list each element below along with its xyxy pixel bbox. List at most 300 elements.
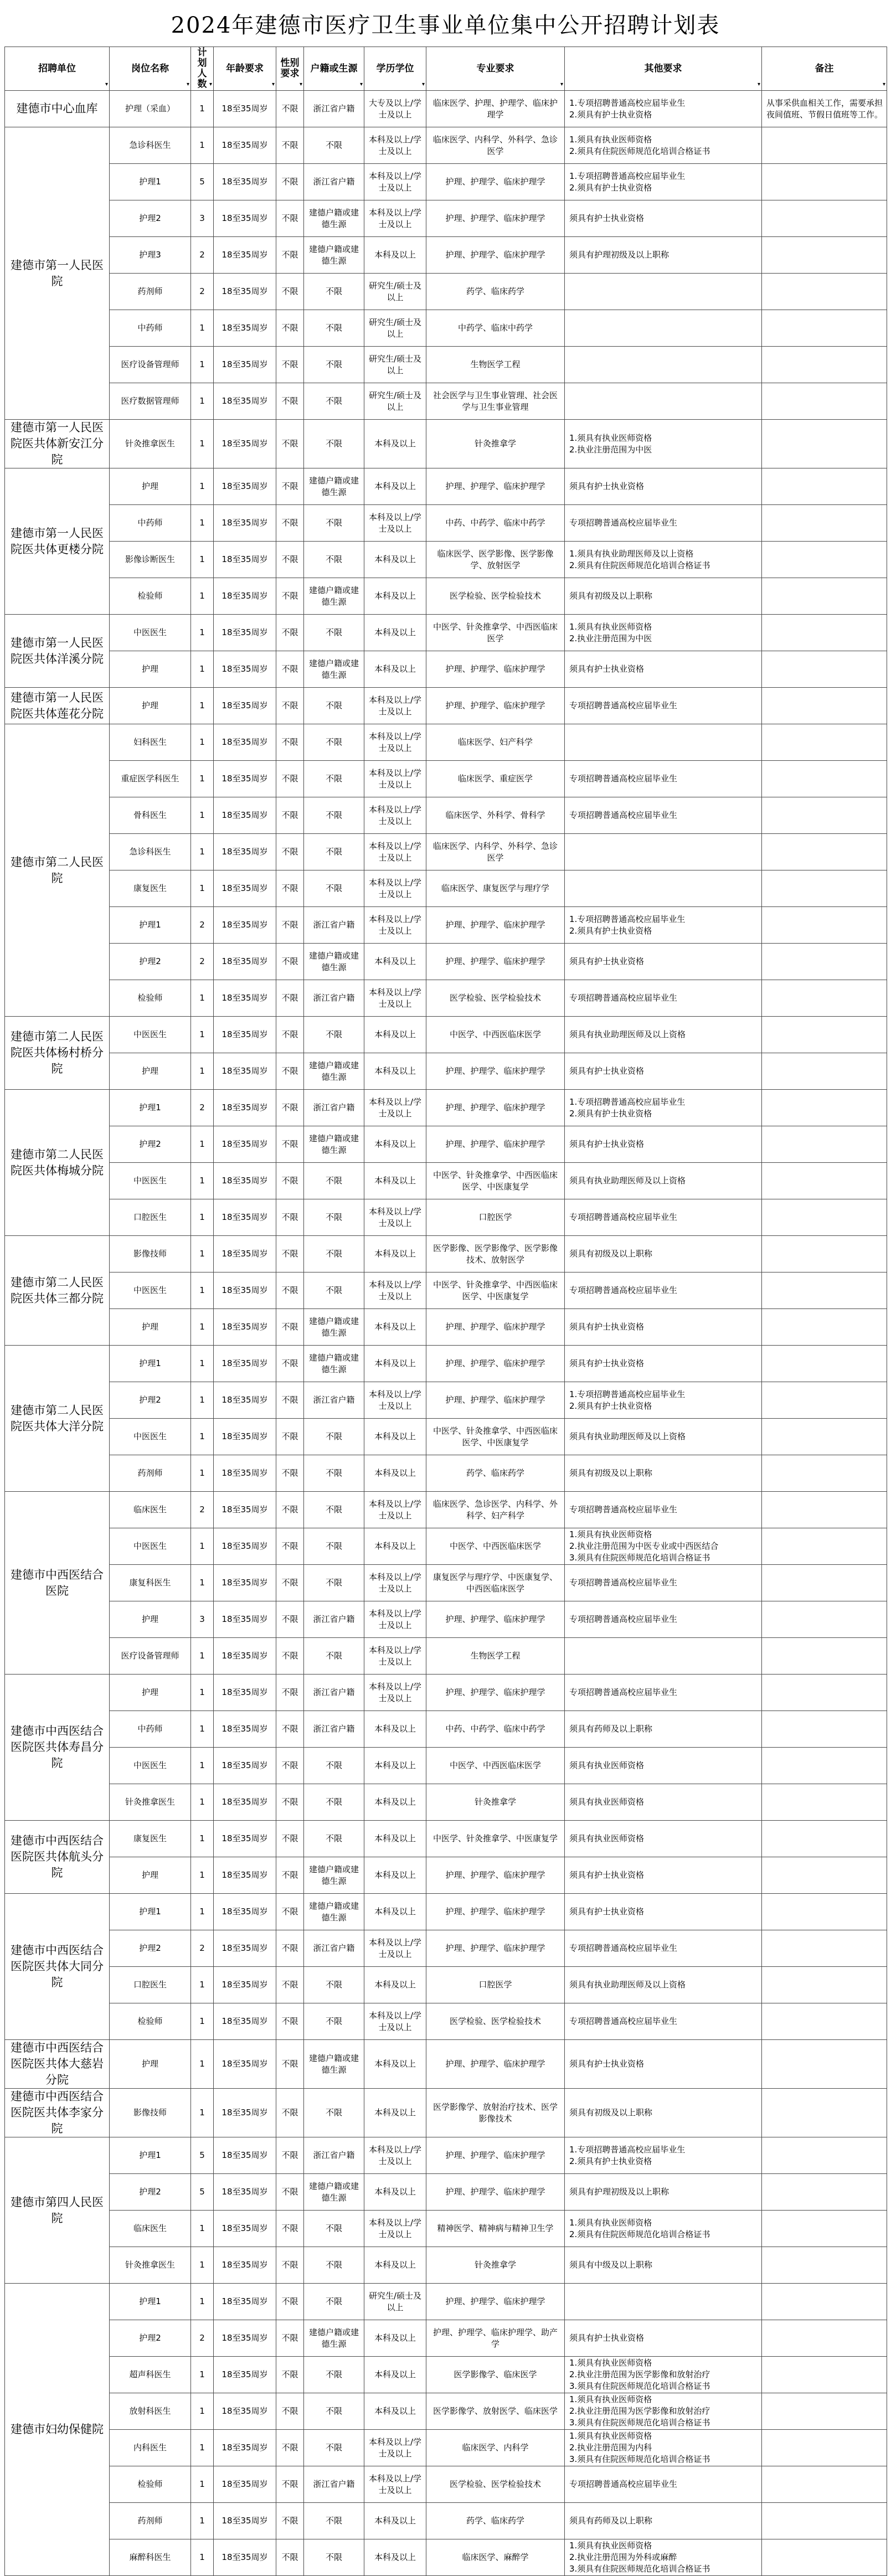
post-name-cell[interactable]: 药剂师 xyxy=(110,274,191,310)
major-cell[interactable]: 医学检验、医学检验技术 xyxy=(426,578,565,615)
education-cell[interactable]: 本科及以上 xyxy=(364,1857,426,1894)
other-requirements-cell[interactable]: 1.须具有执业医师资格 2.须具有住院医师规范化培训合格证书 xyxy=(565,127,762,164)
post-name-cell[interactable]: 中医医生 xyxy=(110,1163,191,1199)
gender-cell[interactable]: 不限 xyxy=(276,200,304,237)
filter-dropdown-icon[interactable]: ▾ xyxy=(299,81,302,87)
post-name-cell[interactable]: 急诊科医生 xyxy=(110,127,191,164)
major-cell[interactable]: 中医学、针灸推拿学、中西医临床医学、中医康复学 xyxy=(426,1419,565,1455)
major-cell[interactable]: 中医学、针灸推拿学、中医康复学 xyxy=(426,1821,565,1857)
age-cell[interactable]: 18至35周岁 xyxy=(214,200,276,237)
post-name-cell[interactable]: 护理2 xyxy=(110,944,191,980)
headcount-cell[interactable]: 1 xyxy=(191,468,214,505)
other-requirements-cell[interactable]: 专项招聘普通高校应届毕业生 xyxy=(565,797,762,834)
education-cell[interactable]: 本科及以上 xyxy=(364,2320,426,2357)
other-requirements-cell[interactable]: 1.须具有执业医师资格 2.执业注册范围为医学影像和放射治疗 3.须具有住院医师规范化培训合格证书 xyxy=(565,2357,762,2393)
major-cell[interactable]: 中医学、中西医临床医学 xyxy=(426,1748,565,1784)
remarks-cell[interactable] xyxy=(762,1236,887,1272)
major-cell[interactable]: 护理、护理学、临床护理学 xyxy=(426,1894,565,1930)
remarks-cell[interactable] xyxy=(762,1163,887,1199)
major-cell[interactable]: 护理、护理学、临床护理学、助产学 xyxy=(426,2320,565,2357)
education-cell[interactable]: 本科及以上 xyxy=(364,2503,426,2539)
headcount-cell[interactable]: 1 xyxy=(191,1711,214,1748)
hukou-cell[interactable]: 不限 xyxy=(304,870,364,907)
education-cell[interactable]: 本科及以上 xyxy=(364,1346,426,1382)
other-requirements-cell[interactable] xyxy=(565,724,762,761)
hukou-cell[interactable]: 不限 xyxy=(304,1528,364,1565)
remarks-cell[interactable] xyxy=(762,870,887,907)
headcount-cell[interactable]: 1 xyxy=(191,2211,214,2247)
education-cell[interactable]: 本科及以上/学士及以上 xyxy=(364,761,426,797)
remarks-cell[interactable] xyxy=(762,1711,887,1748)
hukou-cell[interactable]: 不限 xyxy=(304,724,364,761)
hukou-cell[interactable]: 不限 xyxy=(304,1565,364,1601)
other-requirements-cell[interactable]: 1.专项招聘普通高校应届毕业生 2.须具有护士执业资格 xyxy=(565,164,762,200)
major-cell[interactable]: 中医学、针灸推拿学、中西医临床医学 xyxy=(426,615,565,651)
post-name-cell[interactable]: 中药师 xyxy=(110,310,191,347)
column-header[interactable]: 专业要求 ▾ xyxy=(426,47,565,91)
remarks-cell[interactable] xyxy=(762,1382,887,1419)
other-requirements-cell[interactable]: 专项招聘普通高校应届毕业生 xyxy=(565,688,762,724)
gender-cell[interactable]: 不限 xyxy=(276,578,304,615)
major-cell[interactable]: 护理、护理学、临床护理学 xyxy=(426,164,565,200)
hukou-cell[interactable]: 不限 xyxy=(304,1492,364,1528)
gender-cell[interactable]: 不限 xyxy=(276,834,304,870)
gender-cell[interactable]: 不限 xyxy=(276,2211,304,2247)
gender-cell[interactable]: 不限 xyxy=(276,944,304,980)
major-cell[interactable]: 护理、护理学、临床护理学 xyxy=(426,651,565,688)
hukou-cell[interactable]: 不限 xyxy=(304,2357,364,2393)
other-requirements-cell[interactable] xyxy=(565,310,762,347)
age-cell[interactable]: 18至35周岁 xyxy=(214,1857,276,1894)
headcount-cell[interactable]: 1 xyxy=(191,870,214,907)
remarks-cell[interactable] xyxy=(762,615,887,651)
remarks-cell[interactable] xyxy=(762,1346,887,1382)
age-cell[interactable]: 18至35周岁 xyxy=(214,542,276,578)
other-requirements-cell[interactable]: 1.须具有执业医师资格 2.须具有住院医师规范化培训合格证书 xyxy=(565,2211,762,2247)
hukou-cell[interactable]: 浙江省户籍 xyxy=(304,1601,364,1638)
age-cell[interactable]: 18至35周岁 xyxy=(214,2539,276,2576)
major-cell[interactable]: 医学检验、医学检验技术 xyxy=(426,980,565,1017)
remarks-cell[interactable] xyxy=(762,2430,887,2466)
gender-cell[interactable]: 不限 xyxy=(276,1090,304,1126)
age-cell[interactable]: 18至35周岁 xyxy=(214,2320,276,2357)
other-requirements-cell[interactable]: 须具有药师及以上职称 xyxy=(565,2503,762,2539)
education-cell[interactable]: 本科及以上 xyxy=(364,1053,426,1090)
education-cell[interactable]: 本科及以上/学士及以上 xyxy=(364,1382,426,1419)
hukou-cell[interactable]: 不限 xyxy=(304,2247,364,2284)
remarks-cell[interactable] xyxy=(762,347,887,383)
post-name-cell[interactable]: 中医医生 xyxy=(110,1272,191,1309)
remarks-cell[interactable] xyxy=(762,1784,887,1821)
education-cell[interactable]: 本科及以上 xyxy=(364,1017,426,1053)
post-name-cell[interactable]: 护理 xyxy=(110,1053,191,1090)
education-cell[interactable]: 本科及以上/学士及以上 xyxy=(364,797,426,834)
education-cell[interactable]: 本科及以上/学士及以上 xyxy=(364,2137,426,2174)
hukou-cell[interactable]: 浙江省户籍 xyxy=(304,1930,364,1967)
education-cell[interactable]: 研究生/硕士及以上 xyxy=(364,274,426,310)
post-name-cell[interactable]: 中医医生 xyxy=(110,615,191,651)
other-requirements-cell[interactable]: 须具有护理初级及以上职称 xyxy=(565,237,762,274)
other-requirements-cell[interactable]: 专项招聘普通高校应届毕业生 xyxy=(565,505,762,542)
gender-cell[interactable]: 不限 xyxy=(276,2284,304,2320)
gender-cell[interactable]: 不限 xyxy=(276,1236,304,1272)
major-cell[interactable]: 临床医学、护理、护理学、临床护理学 xyxy=(426,91,565,127)
post-name-cell[interactable]: 放射科医生 xyxy=(110,2393,191,2430)
age-cell[interactable]: 18至35周岁 xyxy=(214,1346,276,1382)
gender-cell[interactable]: 不限 xyxy=(276,1017,304,1053)
headcount-cell[interactable]: 5 xyxy=(191,2137,214,2174)
filter-dropdown-icon[interactable]: ▾ xyxy=(209,81,212,87)
major-cell[interactable]: 中医学、中西医临床医学 xyxy=(426,1528,565,1565)
remarks-cell[interactable] xyxy=(762,127,887,164)
remarks-cell[interactable] xyxy=(762,1857,887,1894)
major-cell[interactable]: 临床医学、康复医学与理疗学 xyxy=(426,870,565,907)
gender-cell[interactable]: 不限 xyxy=(276,2174,304,2211)
gender-cell[interactable]: 不限 xyxy=(276,1601,304,1638)
headcount-cell[interactable]: 1 xyxy=(191,2539,214,2576)
education-cell[interactable]: 本科及以上 xyxy=(364,1236,426,1272)
hukou-cell[interactable]: 建德户籍或建德生源 xyxy=(304,200,364,237)
gender-cell[interactable]: 不限 xyxy=(276,1675,304,1711)
headcount-cell[interactable]: 1 xyxy=(191,980,214,1017)
major-cell[interactable]: 护理、护理学、临床护理学 xyxy=(426,2174,565,2211)
post-name-cell[interactable]: 医疗设备管理师 xyxy=(110,1638,191,1675)
filter-dropdown-icon[interactable]: ▾ xyxy=(882,81,885,87)
headcount-cell[interactable]: 1 xyxy=(191,1528,214,1565)
remarks-cell[interactable] xyxy=(762,200,887,237)
gender-cell[interactable]: 不限 xyxy=(276,1748,304,1784)
age-cell[interactable]: 18至35周岁 xyxy=(214,310,276,347)
post-name-cell[interactable]: 检验师 xyxy=(110,2466,191,2503)
filter-dropdown-icon[interactable]: ▾ xyxy=(105,81,108,87)
age-cell[interactable]: 18至35周岁 xyxy=(214,1638,276,1675)
unit-cell[interactable]: 建德市第一人民医院 xyxy=(5,127,110,420)
remarks-cell[interactable] xyxy=(762,2466,887,2503)
major-cell[interactable]: 精神医学、精神病与精神卫生学 xyxy=(426,2211,565,2247)
remarks-cell[interactable] xyxy=(762,237,887,274)
age-cell[interactable]: 18至35周岁 xyxy=(214,1930,276,1967)
education-cell[interactable]: 大专及以上/学士及以上 xyxy=(364,91,426,127)
hukou-cell[interactable]: 不限 xyxy=(304,2503,364,2539)
education-cell[interactable]: 本科及以上 xyxy=(364,1748,426,1784)
post-name-cell[interactable]: 检验师 xyxy=(110,2003,191,2040)
education-cell[interactable]: 研究生/硕士及以上 xyxy=(364,347,426,383)
remarks-cell[interactable] xyxy=(762,2211,887,2247)
other-requirements-cell[interactable]: 专项招聘普通高校应届毕业生 xyxy=(565,761,762,797)
major-cell[interactable]: 临床医学、重症医学 xyxy=(426,761,565,797)
remarks-cell[interactable] xyxy=(762,2174,887,2211)
other-requirements-cell[interactable]: 须具有护士执业资格 xyxy=(565,1346,762,1382)
major-cell[interactable]: 护理、护理学、临床护理学 xyxy=(426,1930,565,1967)
major-cell[interactable]: 护理、护理学、临床护理学 xyxy=(426,2040,565,2089)
remarks-cell[interactable] xyxy=(762,1419,887,1455)
hukou-cell[interactable]: 不限 xyxy=(304,1638,364,1675)
remarks-cell[interactable] xyxy=(762,944,887,980)
post-name-cell[interactable]: 骨科医生 xyxy=(110,797,191,834)
other-requirements-cell[interactable]: 1.专项招聘普通高校应届毕业生 2.须具有护士执业资格 xyxy=(565,91,762,127)
education-cell[interactable]: 本科及以上 xyxy=(364,2040,426,2089)
age-cell[interactable]: 18至35周岁 xyxy=(214,1894,276,1930)
remarks-cell[interactable] xyxy=(762,907,887,944)
education-cell[interactable]: 本科及以上 xyxy=(364,578,426,615)
education-cell[interactable]: 本科及以上/学士及以上 xyxy=(364,2211,426,2247)
unit-cell[interactable]: 建德市第一人民医院医共体更楼分院 xyxy=(5,468,110,615)
education-cell[interactable]: 本科及以上 xyxy=(364,1821,426,1857)
headcount-cell[interactable]: 2 xyxy=(191,237,214,274)
hukou-cell[interactable]: 浙江省户籍 xyxy=(304,980,364,1017)
education-cell[interactable]: 本科及以上/学士及以上 xyxy=(364,2003,426,2040)
headcount-cell[interactable]: 1 xyxy=(191,1163,214,1199)
post-name-cell[interactable]: 护理2 xyxy=(110,200,191,237)
gender-cell[interactable]: 不限 xyxy=(276,383,304,420)
column-header[interactable]: 性别要求 ▾ xyxy=(276,47,304,91)
education-cell[interactable]: 本科及以上 xyxy=(364,944,426,980)
remarks-cell[interactable] xyxy=(762,1090,887,1126)
headcount-cell[interactable]: 5 xyxy=(191,164,214,200)
other-requirements-cell[interactable]: 须具有药师及以上职称 xyxy=(565,1711,762,1748)
education-cell[interactable]: 本科及以上/学士及以上 xyxy=(364,200,426,237)
gender-cell[interactable]: 不限 xyxy=(276,1199,304,1236)
hukou-cell[interactable]: 建德户籍或建德生源 xyxy=(304,944,364,980)
headcount-cell[interactable]: 1 xyxy=(191,310,214,347)
headcount-cell[interactable]: 1 xyxy=(191,1126,214,1163)
age-cell[interactable]: 18至35周岁 xyxy=(214,1053,276,1090)
post-name-cell[interactable]: 检验师 xyxy=(110,980,191,1017)
hukou-cell[interactable]: 不限 xyxy=(304,615,364,651)
gender-cell[interactable]: 不限 xyxy=(276,1565,304,1601)
major-cell[interactable]: 中医学、针灸推拿学、中西医临床医学、中医康复学 xyxy=(426,1272,565,1309)
post-name-cell[interactable]: 医疗数据管理师 xyxy=(110,383,191,420)
education-cell[interactable]: 本科及以上 xyxy=(364,1528,426,1565)
major-cell[interactable]: 口腔医学 xyxy=(426,1199,565,1236)
other-requirements-cell[interactable]: 专项招聘普通高校应届毕业生 xyxy=(565,1930,762,1967)
other-requirements-cell[interactable] xyxy=(565,383,762,420)
other-requirements-cell[interactable]: 专项招聘普通高校应届毕业生 xyxy=(565,1272,762,1309)
other-requirements-cell[interactable]: 专项招聘普通高校应届毕业生 xyxy=(565,2466,762,2503)
other-requirements-cell[interactable]: 1.须具有执业医师资格 2.执业注册范围为内科 3.须具有住院医师规范化培训合格证书 xyxy=(565,2430,762,2466)
other-requirements-cell[interactable]: 须具有执业助理医师及以上资格 xyxy=(565,1163,762,1199)
remarks-cell[interactable] xyxy=(762,2503,887,2539)
other-requirements-cell[interactable]: 须具有初级及以上职称 xyxy=(565,1236,762,1272)
hukou-cell[interactable]: 不限 xyxy=(304,383,364,420)
gender-cell[interactable]: 不限 xyxy=(276,2247,304,2284)
hukou-cell[interactable]: 不限 xyxy=(304,1017,364,1053)
age-cell[interactable]: 18至35周岁 xyxy=(214,2357,276,2393)
gender-cell[interactable]: 不限 xyxy=(276,91,304,127)
major-cell[interactable]: 护理、护理学、临床护理学 xyxy=(426,1857,565,1894)
education-cell[interactable]: 本科及以上 xyxy=(364,615,426,651)
gender-cell[interactable]: 不限 xyxy=(276,1638,304,1675)
age-cell[interactable]: 18至35周岁 xyxy=(214,2211,276,2247)
remarks-cell[interactable] xyxy=(762,797,887,834)
major-cell[interactable]: 临床医学、内科学 xyxy=(426,2430,565,2466)
age-cell[interactable]: 18至35周岁 xyxy=(214,870,276,907)
unit-cell[interactable]: 建德市第一人民医院医共体莲花分院 xyxy=(5,688,110,724)
gender-cell[interactable]: 不限 xyxy=(276,164,304,200)
remarks-cell[interactable] xyxy=(762,761,887,797)
remarks-cell[interactable] xyxy=(762,2357,887,2393)
headcount-cell[interactable]: 1 xyxy=(191,2040,214,2089)
unit-cell[interactable]: 建德市中西医结合医院医共体寿昌分院 xyxy=(5,1675,110,1821)
major-cell[interactable]: 护理、护理学、临床护理学 xyxy=(426,1346,565,1382)
major-cell[interactable]: 康复医学与理疗学、中医康复学、中西医临床医学 xyxy=(426,1565,565,1601)
age-cell[interactable]: 18至35周岁 xyxy=(214,2430,276,2466)
headcount-cell[interactable]: 1 xyxy=(191,1455,214,1492)
age-cell[interactable]: 18至35周岁 xyxy=(214,1199,276,1236)
other-requirements-cell[interactable]: 须具有中级及以上职称 xyxy=(565,2247,762,2284)
hukou-cell[interactable]: 建德户籍或建德生源 xyxy=(304,237,364,274)
education-cell[interactable]: 本科及以上/学士及以上 xyxy=(364,834,426,870)
major-cell[interactable]: 中药、中药学、临床中药学 xyxy=(426,1711,565,1748)
gender-cell[interactable]: 不限 xyxy=(276,1163,304,1199)
headcount-cell[interactable]: 1 xyxy=(191,347,214,383)
remarks-cell[interactable] xyxy=(762,2539,887,2576)
headcount-cell[interactable]: 3 xyxy=(191,200,214,237)
other-requirements-cell[interactable]: 须具有护理初级及以上职称 xyxy=(565,2174,762,2211)
remarks-cell[interactable] xyxy=(762,310,887,347)
gender-cell[interactable]: 不限 xyxy=(276,347,304,383)
hukou-cell[interactable]: 不限 xyxy=(304,1272,364,1309)
gender-cell[interactable]: 不限 xyxy=(276,1528,304,1565)
education-cell[interactable]: 本科及以上/学士及以上 xyxy=(364,2466,426,2503)
headcount-cell[interactable]: 1 xyxy=(191,1967,214,2003)
unit-cell[interactable]: 建德市第一人民医院医共体新安江分院 xyxy=(5,420,110,468)
education-cell[interactable]: 本科及以上 xyxy=(364,2357,426,2393)
headcount-cell[interactable]: 1 xyxy=(191,2393,214,2430)
education-cell[interactable]: 本科及以上 xyxy=(364,420,426,468)
remarks-cell[interactable] xyxy=(762,1821,887,1857)
age-cell[interactable]: 18至35周岁 xyxy=(214,1675,276,1711)
unit-cell[interactable]: 建德市第二人民医院医共体梅城分院 xyxy=(5,1090,110,1236)
post-name-cell[interactable]: 护理2 xyxy=(110,1930,191,1967)
age-cell[interactable]: 18至35周岁 xyxy=(214,2174,276,2211)
major-cell[interactable]: 护理、护理学、临床护理学 xyxy=(426,468,565,505)
major-cell[interactable]: 临床医学、妇产科学 xyxy=(426,724,565,761)
other-requirements-cell[interactable]: 须具有护士执业资格 xyxy=(565,944,762,980)
post-name-cell[interactable]: 中医医生 xyxy=(110,1528,191,1565)
headcount-cell[interactable]: 1 xyxy=(191,724,214,761)
other-requirements-cell[interactable]: 1.须具有执业医师资格 2.执业注册范围为外科或麻醉 3.须具有住院医师规范化培训合格证书 xyxy=(565,2539,762,2576)
gender-cell[interactable]: 不限 xyxy=(276,2393,304,2430)
hukou-cell[interactable]: 不限 xyxy=(304,347,364,383)
major-cell[interactable]: 生物医学工程 xyxy=(426,1638,565,1675)
post-name-cell[interactable]: 重症医学科医生 xyxy=(110,761,191,797)
post-name-cell[interactable]: 医疗设备管理师 xyxy=(110,347,191,383)
education-cell[interactable]: 本科及以上 xyxy=(364,2089,426,2137)
headcount-cell[interactable]: 1 xyxy=(191,1272,214,1309)
unit-cell[interactable]: 建德市中西医结合医院医共体航头分院 xyxy=(5,1821,110,1894)
age-cell[interactable]: 18至35周岁 xyxy=(214,420,276,468)
hukou-cell[interactable]: 不限 xyxy=(304,2393,364,2430)
age-cell[interactable]: 18至35周岁 xyxy=(214,651,276,688)
other-requirements-cell[interactable]: 1.专项招聘普通高校应届毕业生 2.须具有护士执业资格 xyxy=(565,2137,762,2174)
hukou-cell[interactable]: 浙江省户籍 xyxy=(304,1711,364,1748)
hukou-cell[interactable]: 不限 xyxy=(304,1967,364,2003)
hukou-cell[interactable]: 建德户籍或建德生源 xyxy=(304,1346,364,1382)
headcount-cell[interactable]: 2 xyxy=(191,274,214,310)
gender-cell[interactable]: 不限 xyxy=(276,1346,304,1382)
hukou-cell[interactable]: 不限 xyxy=(304,2430,364,2466)
gender-cell[interactable]: 不限 xyxy=(276,310,304,347)
hukou-cell[interactable]: 不限 xyxy=(304,688,364,724)
education-cell[interactable]: 本科及以上 xyxy=(364,1126,426,1163)
headcount-cell[interactable]: 1 xyxy=(191,2503,214,2539)
hukou-cell[interactable]: 浙江省户籍 xyxy=(304,1675,364,1711)
post-name-cell[interactable]: 针灸推拿医生 xyxy=(110,420,191,468)
column-header[interactable]: 岗位名称 ▾ xyxy=(110,47,191,91)
major-cell[interactable]: 药学、临床药学 xyxy=(426,2503,565,2539)
post-name-cell[interactable]: 护理1 xyxy=(110,907,191,944)
age-cell[interactable]: 18至35周岁 xyxy=(214,1236,276,1272)
major-cell[interactable]: 临床医学、内科学、外科学、急诊医学 xyxy=(426,834,565,870)
column-header[interactable]: 学历学位 ▾ xyxy=(364,47,426,91)
hukou-cell[interactable]: 不限 xyxy=(304,274,364,310)
education-cell[interactable]: 本科及以上/学士及以上 xyxy=(364,505,426,542)
post-name-cell[interactable]: 护理2 xyxy=(110,1382,191,1419)
hukou-cell[interactable]: 不限 xyxy=(304,1455,364,1492)
remarks-cell[interactable] xyxy=(762,1017,887,1053)
post-name-cell[interactable]: 口腔医生 xyxy=(110,1967,191,2003)
unit-cell[interactable]: 建德市中西医结合医院 xyxy=(5,1492,110,1675)
hukou-cell[interactable]: 浙江省户籍 xyxy=(304,1090,364,1126)
post-name-cell[interactable]: 检验师 xyxy=(110,578,191,615)
major-cell[interactable]: 临床医学、内科学、外科学、急诊医学 xyxy=(426,127,565,164)
unit-cell[interactable]: 建德市第二人民医院 xyxy=(5,724,110,1017)
remarks-cell[interactable] xyxy=(762,2284,887,2320)
hukou-cell[interactable]: 不限 xyxy=(304,310,364,347)
gender-cell[interactable]: 不限 xyxy=(276,870,304,907)
age-cell[interactable]: 18至35周岁 xyxy=(214,2503,276,2539)
major-cell[interactable]: 针灸推拿学 xyxy=(426,2247,565,2284)
major-cell[interactable]: 护理、护理学、临床护理学 xyxy=(426,688,565,724)
hukou-cell[interactable]: 不限 xyxy=(304,127,364,164)
age-cell[interactable]: 18至35周岁 xyxy=(214,797,276,834)
other-requirements-cell[interactable]: 1.专项招聘普通高校应届毕业生 2.须具有护士执业资格 xyxy=(565,907,762,944)
headcount-cell[interactable]: 1 xyxy=(191,761,214,797)
gender-cell[interactable]: 不限 xyxy=(276,1492,304,1528)
column-header[interactable]: 备注 ▾ xyxy=(762,47,887,91)
remarks-cell[interactable] xyxy=(762,1053,887,1090)
remarks-cell[interactable] xyxy=(762,2247,887,2284)
age-cell[interactable]: 18至35周岁 xyxy=(214,1090,276,1126)
remarks-cell[interactable] xyxy=(762,274,887,310)
column-header[interactable]: 户籍或生源 ▾ xyxy=(304,47,364,91)
other-requirements-cell[interactable]: 须具有执业医师资格 xyxy=(565,1821,762,1857)
age-cell[interactable]: 18至35周岁 xyxy=(214,1565,276,1601)
hukou-cell[interactable]: 建德户籍或建德生源 xyxy=(304,1857,364,1894)
gender-cell[interactable]: 不限 xyxy=(276,724,304,761)
gender-cell[interactable]: 不限 xyxy=(276,761,304,797)
other-requirements-cell[interactable]: 须具有护士执业资格 xyxy=(565,651,762,688)
major-cell[interactable]: 医学影像学、临床医学 xyxy=(426,2357,565,2393)
education-cell[interactable]: 本科及以上 xyxy=(364,1967,426,2003)
hukou-cell[interactable]: 建德户籍或建德生源 xyxy=(304,1894,364,1930)
post-name-cell[interactable]: 康复科医生 xyxy=(110,1565,191,1601)
headcount-cell[interactable]: 1 xyxy=(191,1346,214,1382)
major-cell[interactable]: 护理、护理学、临床护理学 xyxy=(426,1601,565,1638)
hukou-cell[interactable]: 建德户籍或建德生源 xyxy=(304,2320,364,2357)
major-cell[interactable]: 生物医学工程 xyxy=(426,347,565,383)
hukou-cell[interactable]: 建德户籍或建德生源 xyxy=(304,1309,364,1346)
gender-cell[interactable]: 不限 xyxy=(276,1309,304,1346)
other-requirements-cell[interactable] xyxy=(565,274,762,310)
other-requirements-cell[interactable]: 专项招聘普通高校应届毕业生 xyxy=(565,1565,762,1601)
post-name-cell[interactable]: 护理 xyxy=(110,468,191,505)
gender-cell[interactable]: 不限 xyxy=(276,907,304,944)
age-cell[interactable]: 18至35周岁 xyxy=(214,761,276,797)
headcount-cell[interactable]: 1 xyxy=(191,1309,214,1346)
headcount-cell[interactable]: 1 xyxy=(191,1784,214,1821)
